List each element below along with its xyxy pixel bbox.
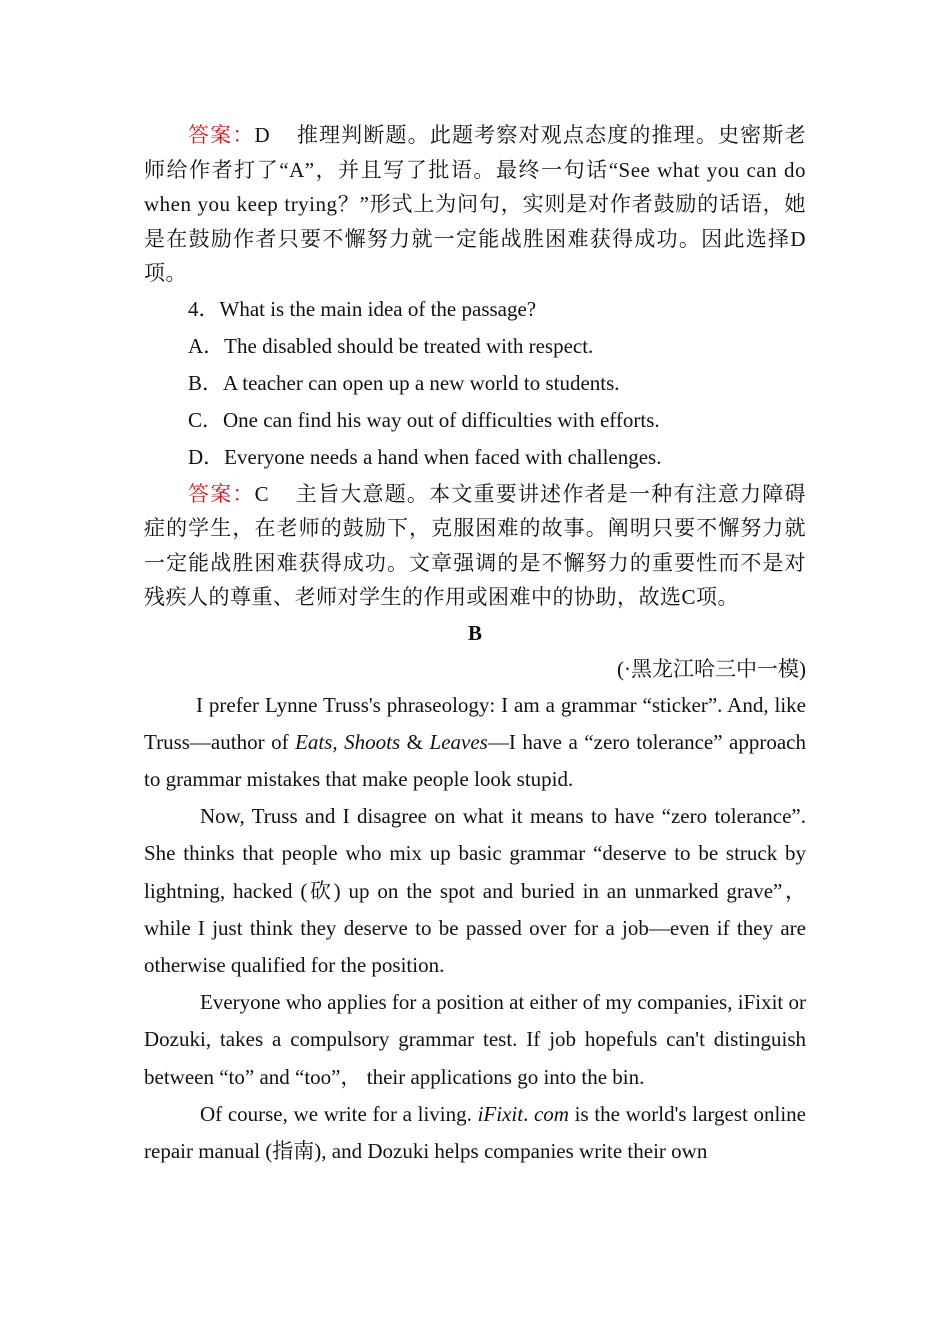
section-source: (·黑龙江哈三中一模): [617, 656, 806, 681]
site-name: com: [533, 1101, 569, 1126]
text-run: is the world's largest online repair manual (指南), and Dozuki helps companies write their own: [144, 1101, 806, 1163]
question-4-stem: 4．What is the main idea of the passage?: [188, 296, 537, 321]
option-d: D．Everyone needs a hand when faced with challenges.: [188, 445, 662, 470]
text-run: I prefer Lynne Truss's phraseology: I am a grammar “sticker”. And, like Truss—author of: [144, 692, 806, 754]
option-b: B．A teacher can open up a new world to students.: [188, 370, 620, 395]
answer-3-explanation: [144, 118, 806, 291]
passage-paragraph-3: Everyone who applies for a position at either of my companies, iFixit or Dozuki, takes a compulsory grammar test. If job hopefuls can't distinguish between “to” and “too”， their applications go into the bin.: [144, 990, 806, 1089]
passage-paragraph-1: [144, 687, 806, 799]
passage-paragraph-4: [144, 1096, 806, 1170]
option-a: A．The disabled should be treated with respect.: [188, 333, 594, 358]
answer-letter: C: [254, 481, 270, 506]
answer-letter: D: [254, 123, 271, 147]
answer-text: 主旨大意题。本文重要讲述作者是一种有注意力障碍症的学生，在老师的鼓励下，克服困难的故事。阐明只要不懈努力就一定能战胜困难获得成功。文章强调的是不懈努力的重要性而不是对残疾人的尊重、老师对学生的作用或困难中的协助，故选C项。: [144, 481, 807, 610]
text-run: —I have a “zero tolerance” approach to grammar mistakes that make people look stupid.: [144, 729, 806, 791]
document-page: [144, 118, 806, 1170]
text-run: Of course, we write for a living.: [200, 1101, 478, 1126]
site-name: iFixit: [477, 1101, 524, 1126]
book-title: Eats, Shoots: [295, 729, 401, 754]
answer-text: 推理判断题。此题考察对观点态度的推理。史密斯老师给作者打了“A”，并且写了批语。最终一句话“See what you can do when you keep trying？”形式上为问句，实则是对作者鼓励的话语，她是在鼓励作者只要不懈努力就一定能战胜困难获得成功。因此选择D项。: [144, 123, 806, 285]
answer-4-explanation: [144, 477, 806, 615]
text-run: &: [400, 729, 430, 754]
answer-label: 答案：: [188, 481, 255, 506]
text-run: .: [523, 1101, 534, 1126]
section-title: B: [467, 620, 482, 645]
passage-paragraph-2: Now, Truss and I disagree on what it means to have “zero tolerance”. She thinks that people who mix up basic grammar “deserve to be struck by lightning, hacked (砍) up on the spot and buried in an unmarked grave”， while I just think they deserve to be passed over for a job—even if they are otherwise qualified for the position.: [144, 804, 806, 977]
book-title: Leaves: [429, 729, 488, 754]
answer-label: 答案：: [188, 123, 255, 147]
option-c: C．One can find his way out of difficulties with efforts.: [188, 408, 660, 433]
